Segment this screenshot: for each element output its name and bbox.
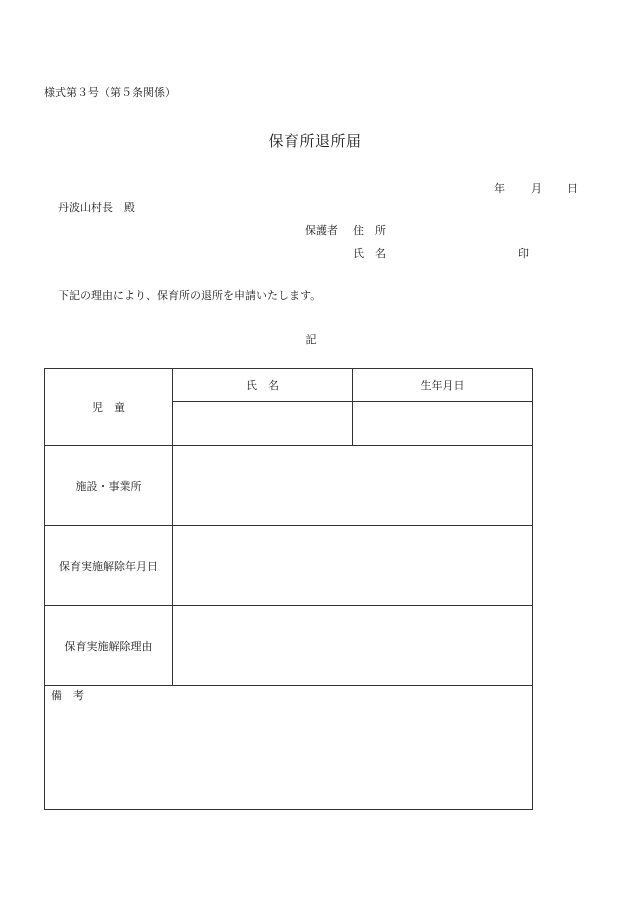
child-name-field[interactable] bbox=[173, 402, 353, 446]
date-day-label: 日 bbox=[567, 182, 578, 195]
record-mark: 記 bbox=[305, 333, 317, 346]
date-year-label: 年 bbox=[494, 182, 505, 195]
facility-label: 施設・事業所 bbox=[45, 446, 173, 526]
withdrawal-form-table bbox=[44, 368, 533, 810]
guardian-address-label: 住 所 bbox=[353, 224, 386, 237]
end-date-label: 保育実施解除年月日 bbox=[45, 526, 173, 606]
end-reason-field[interactable] bbox=[173, 606, 533, 686]
end-reason-label: 保育実施解除理由 bbox=[45, 606, 173, 686]
seal-mark: 印 bbox=[518, 247, 529, 260]
guardian-name-label: 氏 名 bbox=[353, 247, 386, 260]
child-label: 児 童 bbox=[45, 369, 173, 446]
child-dob-field[interactable] bbox=[353, 402, 533, 446]
facility-field[interactable] bbox=[173, 446, 533, 526]
date-month-label: 月 bbox=[531, 182, 542, 195]
remarks-field[interactable] bbox=[45, 686, 533, 810]
guardian-label: 保護者 bbox=[305, 224, 338, 237]
child-dob-header: 生年月日 bbox=[353, 369, 533, 402]
remarks-label: 備 考 bbox=[51, 689, 84, 702]
form-number: 様式第３号（第５条関係） bbox=[44, 86, 176, 99]
request-statement: 下記の理由により、保育所の退所を申請いたします。 bbox=[58, 289, 322, 302]
child-name-header: 氏 名 bbox=[173, 369, 353, 402]
end-date-field[interactable] bbox=[173, 526, 533, 606]
document-title: 保育所退所届 bbox=[268, 132, 362, 150]
addressee: 丹波山村長 殿 bbox=[58, 201, 135, 214]
